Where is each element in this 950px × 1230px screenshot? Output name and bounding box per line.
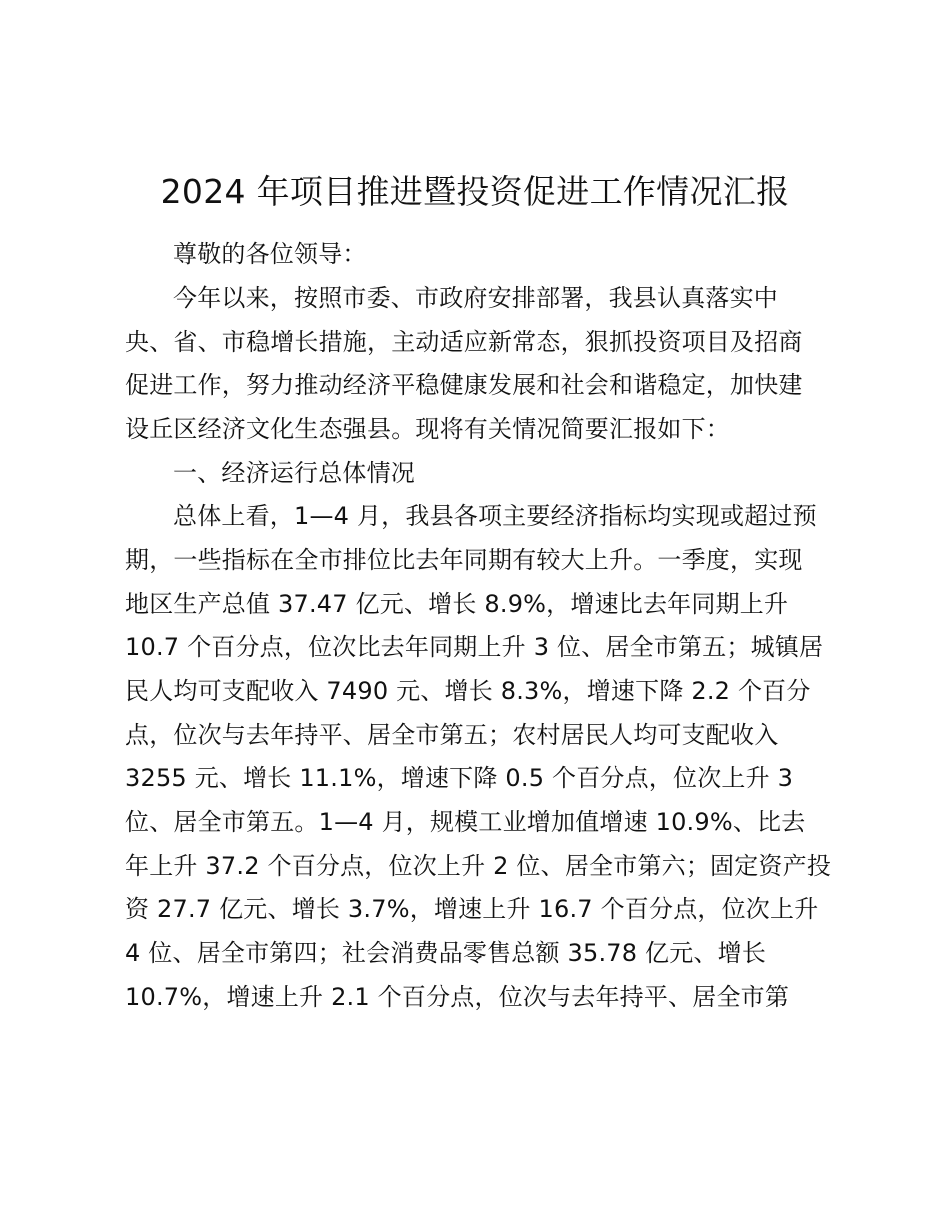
document-title: 2024 年项目推进暨投资促进工作情况汇报	[160, 172, 790, 211]
paragraph-line: 10.7 个百分点，位次比去年同期上升 3 位、居全市第五；城镇居	[125, 633, 824, 661]
salutation: 尊敬的各位领导：	[173, 240, 367, 268]
paragraph-line: 设丘区经济文化生态强县。现将有关情况简要汇报如下：	[125, 415, 730, 443]
paragraph-line: 点，位次与去年持平、居全市第五；农村居民人均可支配收入	[125, 721, 779, 749]
paragraph-line: 地区生产总值 37.47 亿元、增长 8.9%，增速比去年同期上升	[125, 590, 789, 618]
paragraph-line: 央、省、市稳增长措施，主动适应新常态，狠抓投资项目及招商	[125, 328, 803, 356]
paragraph-line: 4 位、居全市第四；社会消费品零售总额 35.78 亿元、增长	[125, 939, 767, 967]
paragraph-line: 期，一些指标在全市排位比去年同期有较大上升。一季度，实现	[125, 546, 803, 574]
paragraph-line: 总体上看，1—4 月，我县各项主要经济指标均实现或超过预	[173, 502, 817, 530]
paragraph-line: 3255 元、增长 11.1%，增速下降 0.5 个百分点，位次上升 3	[125, 764, 794, 792]
paragraph-line: 年上升 37.2 个百分点，位次上升 2 位、居全市第六；固定资产投	[125, 852, 832, 880]
paragraph-line: 今年以来，按照市委、市政府安排部署，我县认真落实中	[173, 284, 778, 312]
paragraph-line: 10.7%，增速上升 2.1 个百分点，位次与去年持平、居全市第	[125, 983, 790, 1011]
paragraph-line: 促进工作，努力推动经济平稳健康发展和社会和谐稳定，加快建	[125, 371, 803, 399]
paragraph-line: 资 27.7 亿元、增长 3.7%，增速上升 16.7 个百分点，位次上升	[125, 895, 819, 923]
section-heading: 一、经济运行总体情况	[173, 459, 415, 487]
paragraph-line: 民人均可支配收入 7490 元、增长 8.3%，增速下降 2.2 个百分	[125, 677, 811, 705]
paragraph-line: 位、居全市第五。1—4 月，规模工业增加值增速 10.9%、比去	[125, 808, 806, 836]
